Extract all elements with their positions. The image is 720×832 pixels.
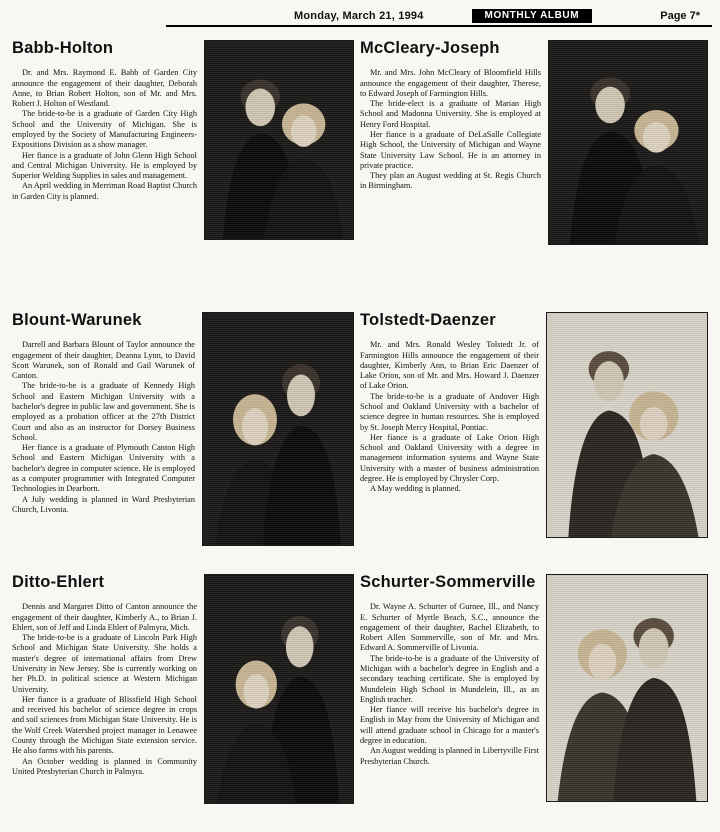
article-schurter-sommerville [358,568,712,830]
article-paragraph: Her fiance is a graduate of John Glenn High School and Central Michigan University. He is employed by Superior Welding Supplies in sales and management. [12,150,197,181]
article-title: Blount-Warunek [12,311,142,329]
couple-photo-silhouette [203,313,353,545]
article-text [12,572,197,830]
couple-photo-silhouette [549,41,707,244]
article-paragraph: An April wedding in Merriman Road Baptist Church in Garden City is planned. [12,181,197,201]
article-paragraph: Mr. and Mrs. John McCleary of Bloomfield Hills announce the engagement of their daughter, Therese, to Edward Joseph of Farmington Hills. [360,68,541,98]
masthead-page-number: Page 7* [660,10,700,22]
article-paragraph: A May wedding is planned. [370,484,461,494]
article-title: Ditto-Ehlert [12,573,105,591]
article-paragraph: An October wedding is planned in Community United Presbyterian Church in Palmyra. [12,756,197,776]
article-paragraph: Her fiance is a graduate of Blissfield High School and received his bachelor of science degree in crops and soil sciences from Michigan State University. He is the Wolf Creek Watershed project manager in Lenawee County through the Michigan State extension service. He also farms with his parents. [12,694,197,756]
article-paragraph: Her fiance is a graduate of Lake Orion High School and Oakland University with a degree in management information systems and Wayne State University with a master of business administration degree. He is employed by Chrysler Corp. [360,432,539,483]
article-babb-holton [10,34,358,306]
article-paragraph: Her fiance is a graduate of DeLaSalle Collegiate High School, the University of Michigan and Wayne State University Law School. He is an attorney in private practice. [360,130,541,170]
article-paragraph: The bride-elect is a graduate of Marian High School and Madonna University. She is employed at Henry Ford Hospital. [360,99,541,129]
articles-grid [10,34,712,830]
article-paragraph: Darrell and Barbara Blount of Taylor announce the engagement of their daughter, Deanna Lynn, to David Scott Warunek, son of Ronald and Gail Warunek of Canton. [12,340,195,381]
article-paragraph: They plan an August wedding at St. Regis Church in Birmingham. [360,171,541,191]
article-paragraph: Her fiance will receive his bachelor's degree in English in May from the University of Michigan and will attend graduate school in Chicago for a master's degree in education. [360,705,539,745]
engagement-photo-blount-warunek [202,312,354,546]
masthead-date: Monday, March 21, 1994 [294,10,424,22]
article-title: McCleary-Joseph [360,39,500,57]
article-paragraph: The bride-to-be is a graduate of Garden City High School and the University of Michigan. She is employed by the Society of Manufacturing Engineers-Expositions Division as a show manager. [12,109,197,150]
engagement-photo-tolstedt-daenzer [546,312,708,538]
article-text [360,38,541,306]
article-paragraph: Dr. Wayne A. Schurter of Gurnee, Ill., and Nancy E. Schurter of Myrtle Beach, S.C., announce the engagement of their daughter, Rachel Elizabeth, to Robert Allen Sommerville, son of Mr. and Mrs. Edward A. Sommerville of Livonia. [360,602,539,653]
article-title: Babb-Holton [12,39,114,57]
article-paragraph: The bride-to-be is a graduate of Andover High School and Oakland University with a bachelor of science degree in human resources. She is employed by St. Joseph Mercy Hospital, Pontiac. [360,391,539,432]
article-paragraph: Dennis and Margaret Ditto of Canton announce the engagement of their daughter, Kimberly A., to Brian J. Ehlert, son of Jeff and Linda Ehlert of Palmyra, Mich. [12,602,197,632]
article-paragraph: An August wedding is planned in Libertyville First Presbyterian Church. [360,746,539,766]
couple-photo-silhouette [547,313,707,537]
article-paragraph: A July wedding is planned in Ward Presbyterian Church, Livonia. [12,494,195,514]
masthead-title: MONTHLY ALBUM [472,9,593,23]
article-paragraph: The bride-to-be is a graduate of Kennedy High School and Eastern Michigan University with a bachelor's degree in public law and government. She is employed as a probation officer at the 27th District Court and also as an instructor for Dorsey Business School. [12,381,195,442]
engagement-photo-mccleary-joseph [548,40,708,245]
article-blount-warunek [10,306,358,568]
masthead [166,7,712,27]
article-text [360,572,539,830]
couple-photo-silhouette [205,41,353,239]
article-text [12,310,195,568]
engagement-photo-schurter-sommerville [546,574,708,802]
engagement-photo-babb-holton [204,40,354,240]
article-title: Schurter-Sommerville [360,573,536,591]
couple-photo-silhouette [547,575,707,801]
article-paragraph: Dr. and Mrs. Raymond E. Babb of Garden City announce the engagement of their daughter, Deborah Anne, to Brian Robert Holton, son of Mr. and Mrs. Robert J. Holton of Westland. [12,68,197,109]
article-paragraph: The bride-to-be is a graduate of Lincoln Park High School and Michigan State University. She holds a master's degree of international affairs from Drew University in New Jersey. She is currently working on her Ph.D. in political science at Western Michigan University. [12,633,197,694]
article-tolstedt-daenzer [358,306,712,568]
article-ditto-ehlert [10,568,358,830]
article-mccleary-joseph [358,34,712,306]
article-paragraph: Her fiance is a graduate of Plymouth Canton High School and Eastern Michigan University with a bachelor's degree in computer science. He is employed as a computer programmer with Integrated Computer Technologies in Dearborn. [12,443,195,494]
couple-photo-silhouette [205,575,353,803]
article-paragraph: The bride-to-be is a graduate of the University of Michigan with a bachelor's degree in English and a secondary teaching certificate. She is employed by Mundelein High School in Mundelein, Ill., as an English teacher. [360,653,539,704]
article-title: Tolstedt-Daenzer [360,311,496,329]
article-paragraph: Mr. and Mrs. Ronald Wesley Tolstedt Jr. of Farmington Hills announce the engagement of their daughter, Kimberly Ann, to Brian Eric Daenzer of Lake Orion, son of Mr. and Mrs. Howard J. Daenzer of Lake Orion. [360,340,539,391]
engagement-photo-ditto-ehlert [204,574,354,804]
article-text [360,310,539,568]
article-text [12,38,197,306]
